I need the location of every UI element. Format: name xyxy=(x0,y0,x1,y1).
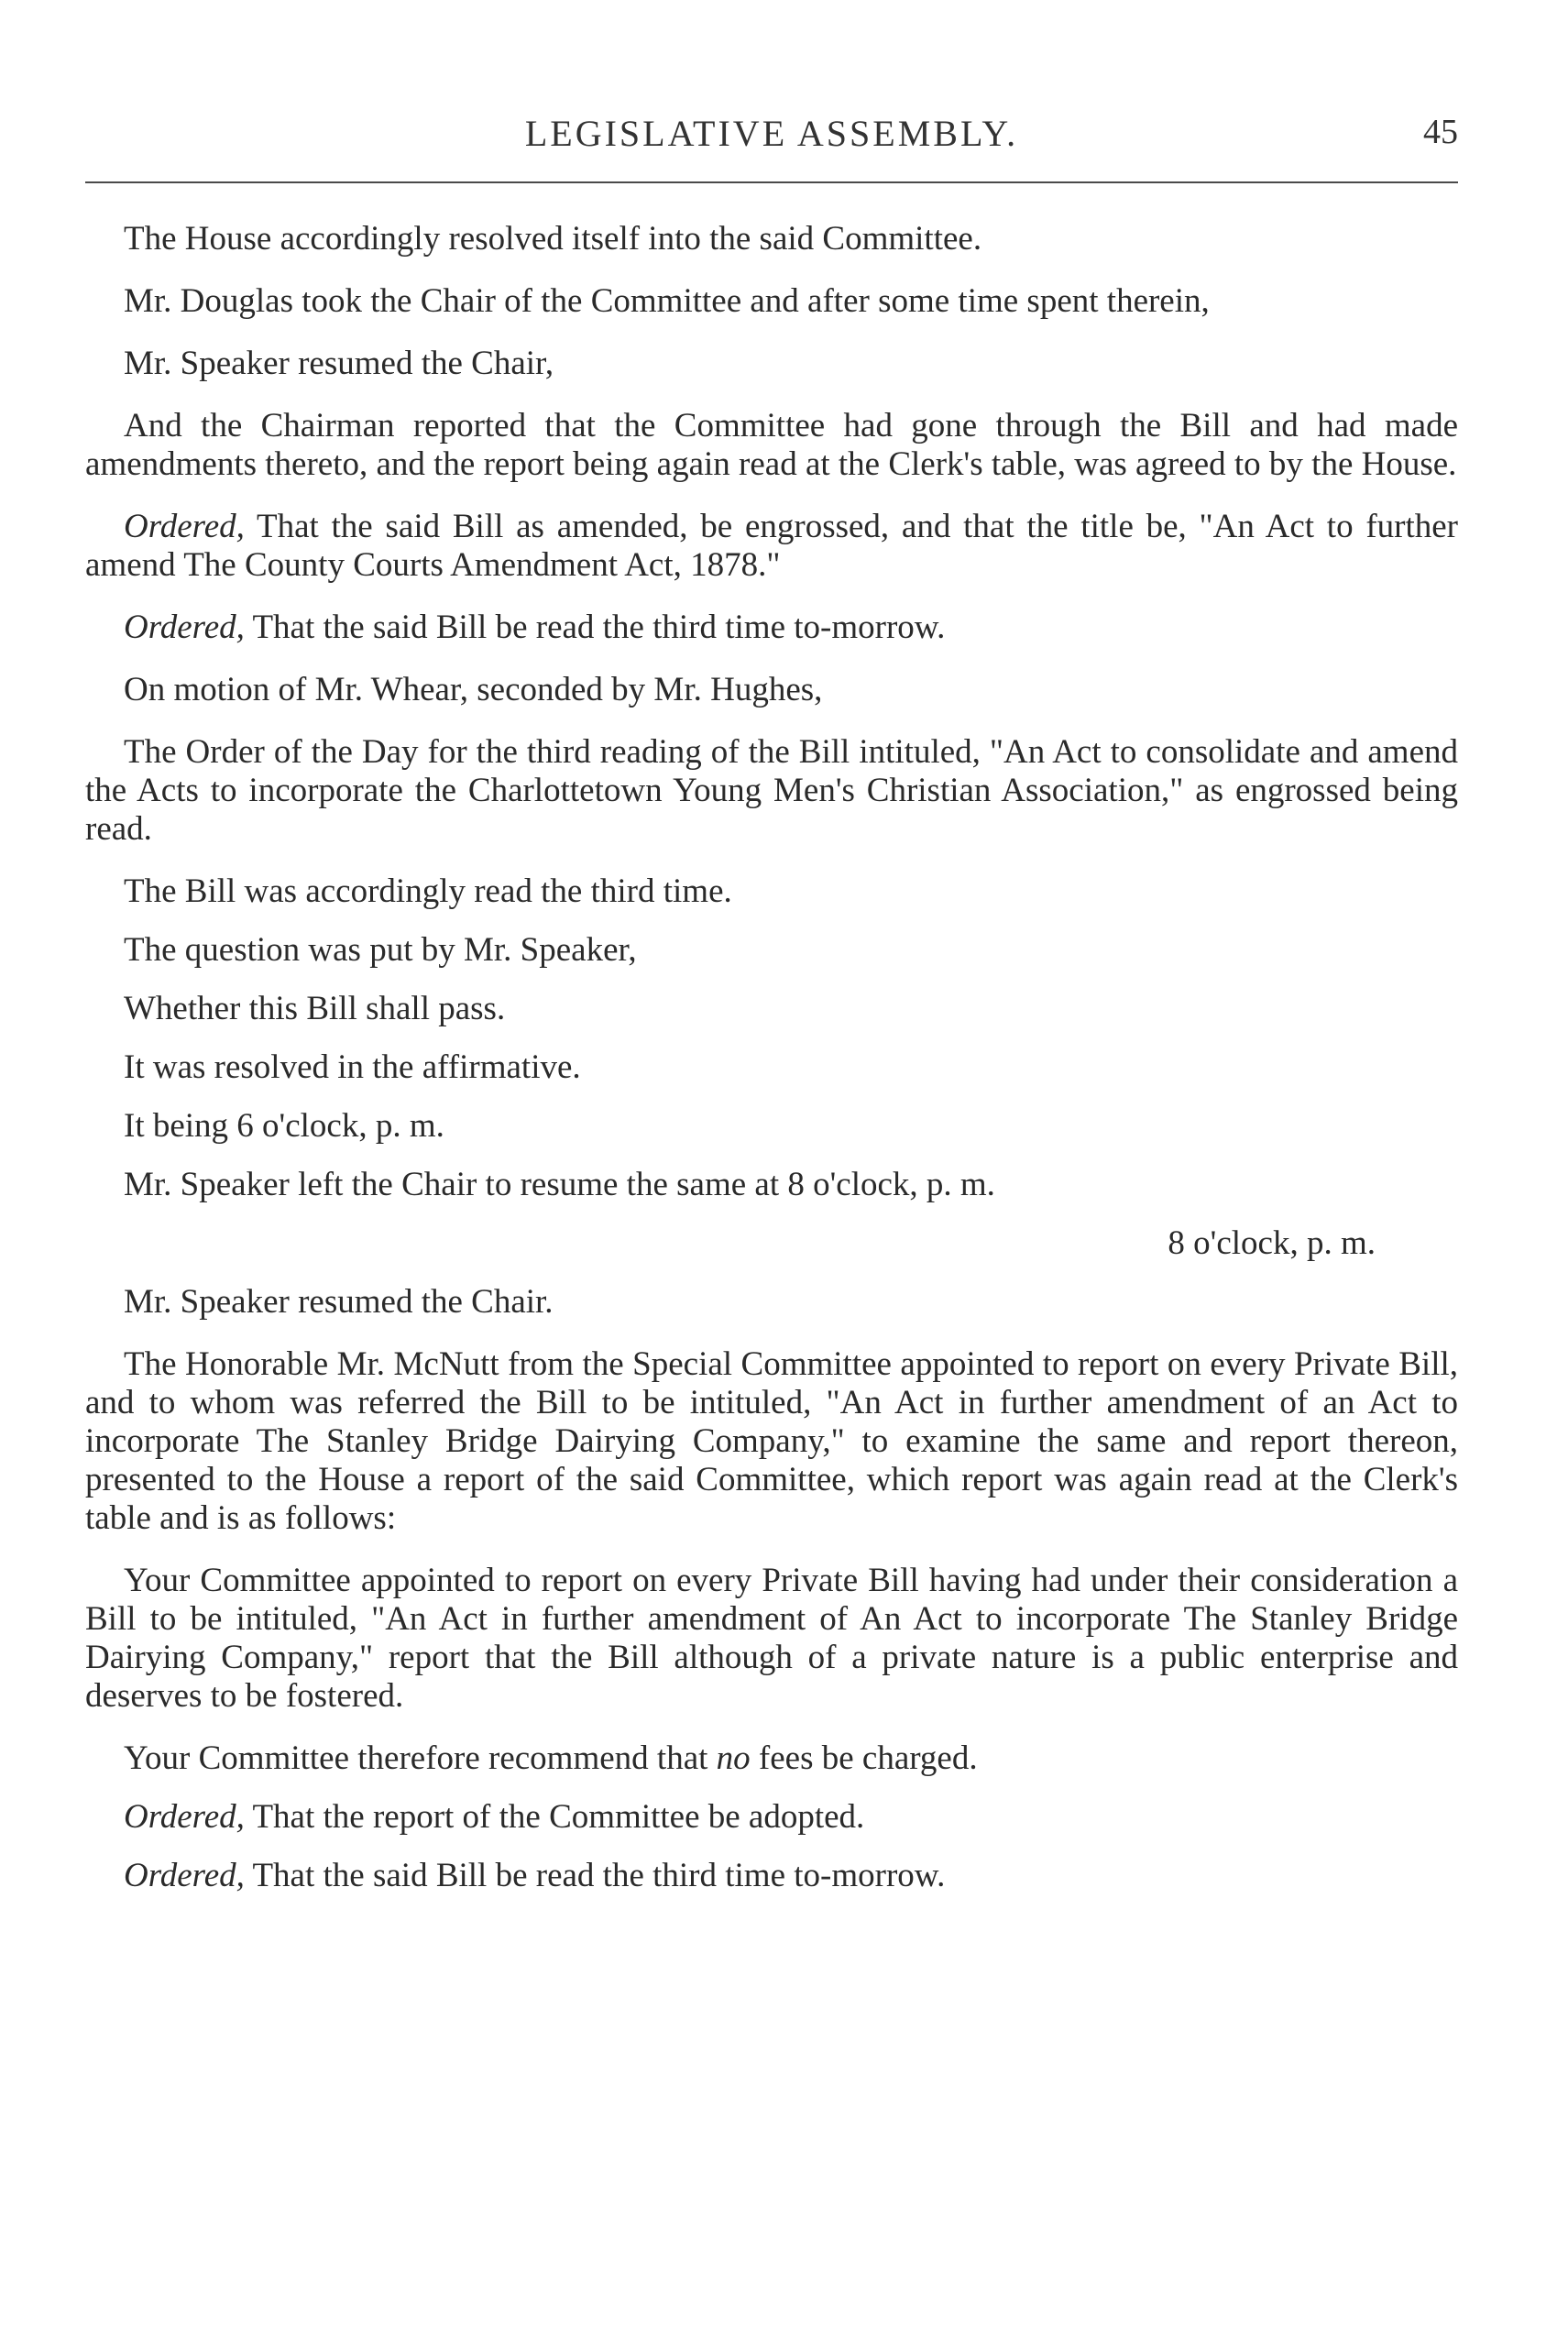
ordered-label: Ordered, xyxy=(124,609,245,646)
paragraph xyxy=(85,508,1458,585)
paragraph: Mr. Douglas took the Chair of the Committee and after some time spent therein, xyxy=(124,282,1210,320)
paragraph: On motion of Mr. Whear, seconded by Mr. Hughes, xyxy=(124,671,823,708)
paragraph: The Bill was accordingly read the third time. xyxy=(124,872,732,910)
paragraph-text: Your Committee therefore recommend that xyxy=(124,1739,717,1777)
paragraph xyxy=(85,1857,1458,1895)
time-stamp: 8 o'clock, p. m. xyxy=(1168,1224,1376,1262)
paragraph xyxy=(85,609,1458,647)
paragraph-text: That the said Bill be read the third time to-morrow. xyxy=(244,1857,946,1894)
paragraph xyxy=(85,1739,1458,1778)
ordered-label: Ordered, xyxy=(124,508,245,545)
paragraph: Your Committee appointed to report on every Private Bill having had under their consideration a Bill to be intituled, "An Act in further amendment of An Act to incorporate The Stanley Bridge Dairying Company," report that the Bill although of a private nature is a public enterprise and deserves to be fostered. xyxy=(85,1562,1458,1715)
paragraph: The Honorable Mr. McNutt from the Special Committee appointed to report on every Private Bill, and to whom was referred the Bill to be intituled, "An Act in further amendment of an Act to incorporate The Stanley Bridge Dairying Company," to examine the same and report thereon, presented to the House a report of the said Committee, which report was again read at the Clerk's table and is as follows: xyxy=(85,1345,1458,1537)
paragraph: Mr. Speaker resumed the Chair. xyxy=(124,1283,554,1321)
paragraph: It was resolved in the affirmative. xyxy=(124,1048,581,1086)
ordered-label: Ordered, xyxy=(124,1798,245,1836)
paragraph: The question was put by Mr. Speaker, xyxy=(124,931,637,969)
paragraph: Mr. Speaker left the Chair to resume the same at 8 o'clock, p. m. xyxy=(124,1166,995,1203)
paragraph xyxy=(85,1798,1458,1837)
paragraph: And the Chairman reported that the Committee had gone through the Bill and had made amendments thereto, and the report being again read at the Clerk's table, was agreed to by the House. xyxy=(85,407,1458,483)
paragraph-text: That the report of the Committee be adopted. xyxy=(244,1798,865,1836)
ordered-label: Ordered, xyxy=(124,1857,245,1894)
running-title: LEGISLATIVE ASSEMBLY. xyxy=(524,113,1019,154)
paragraph: The House accordingly resolved itself into the said Committee. xyxy=(124,220,982,258)
paragraph-text: That the said Bill be read the third time to-morrow. xyxy=(244,609,946,646)
page-number: 45 xyxy=(1423,113,1458,151)
paragraph-text: That the said Bill as amended, be engrossed, and that the title be, "An Act to further amend The County Courts Amendment Act, 1878." xyxy=(85,508,1458,584)
paragraph: The Order of the Day for the third reading of the Bill intituled, "An Act to consolidate and amend the Acts to incorporate the Charlottetown Young Men's Christian Association," as engrossed being read. xyxy=(85,733,1458,848)
paragraph: It being 6 o'clock, p. m. xyxy=(124,1107,444,1145)
paragraph: Whether this Bill shall pass. xyxy=(124,990,506,1027)
page-header xyxy=(85,112,1458,158)
body-text xyxy=(85,220,1458,1915)
paragraph: Mr. Speaker resumed the Chair, xyxy=(124,345,554,382)
emphasis: no xyxy=(716,1739,751,1777)
paragraph-text: fees be charged. xyxy=(750,1739,978,1777)
header-rule xyxy=(85,181,1458,183)
